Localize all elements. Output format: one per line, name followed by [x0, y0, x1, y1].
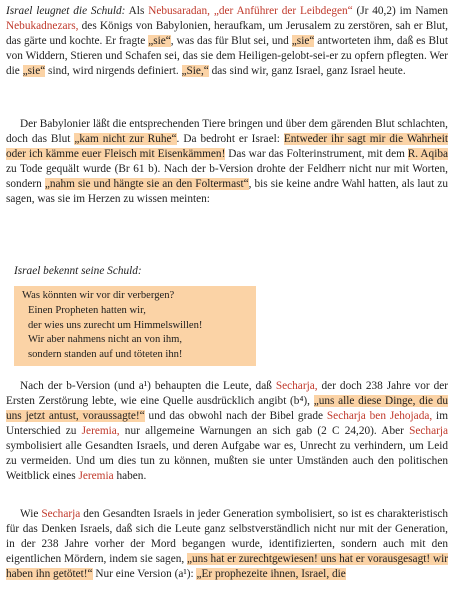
text: antworteten ihm, daß es Blut von Widdern, Stieren und Schafen sei, das sie dem Heiligen-gelobt-sei-er zu opfern pflegten. Wer die	[6, 35, 448, 77]
text: nur allgemeine Warnungen an sich gab (2 C 24,20). Aber	[119, 425, 410, 437]
text: Als	[125, 5, 149, 17]
highlight-dinge: „uns alle diese Dinge, die du uns jetzt antust, voraussagte!“	[6, 395, 448, 422]
text: sind, wird nirgends definiert.	[45, 65, 182, 77]
quote-anfuehrer: „der Anführer der Leibdegen“	[213, 5, 353, 17]
section-heading-leugnet: Israel leugnet die Schuld:	[6, 5, 126, 17]
text: und das obwohl nach der Bibel grade	[144, 410, 327, 422]
text: haben.	[113, 470, 147, 482]
text: im Unterschied zu	[6, 410, 448, 437]
name-secharja: Secharja	[41, 508, 81, 520]
text: Das war das Folterinstrument, mit dem	[225, 148, 408, 160]
highlight-sie: „Sie,“	[181, 65, 209, 77]
text: Nach der b-Version (und a¹) behaupten die Leute, daß	[20, 380, 276, 392]
text: (Jr 40,2) im Namen	[352, 5, 449, 17]
quote-line: Was könnten wir vor dir verbergen?	[22, 290, 175, 301]
highlight-ruhe: „kam nicht zur Ruhe“	[74, 133, 177, 145]
text: Nur eine Version (a¹):	[92, 568, 197, 580]
name-secharja-ben-jehojada: Secharja ben Jehojada,	[326, 410, 433, 422]
name-jeremia: Jeremia,	[81, 425, 120, 437]
confession-quote-block	[14, 286, 256, 366]
highlight-aqiba: R. Aqiba	[407, 148, 448, 160]
text: Der Babylonier läßt die entsprechenden Tiere bringen und über dem gärenden Blut schlachten, doch das Blut	[6, 118, 448, 145]
text: symbolisiert alle Gesandten Israels, und deren Aufgabe war es, Unrecht zu verhindern, um Leid zu vermeiden. Und um dies tun zu können, mußten sie unter Umständen auch den politischen Weitblick eines	[6, 440, 448, 482]
highlight-foltermast: „nahm sie und hängte sie an den Foltermast“	[44, 178, 249, 190]
highlight-prophezeite: „Er prophezeite ihnen, Israel, die	[196, 568, 346, 580]
name-nebukadnezar: Nebukadnezars,	[6, 20, 79, 32]
quote-line: Wir aber nahmens nicht an von ihm,	[28, 334, 183, 346]
section-heading-bekennt: Israel bekennt seine Schuld:	[14, 265, 142, 277]
highlight-sie: „sie“	[22, 65, 46, 77]
highlight-sie: „sie“	[148, 35, 171, 47]
text: Wie	[20, 508, 42, 520]
highlight-sie: „sie“	[291, 35, 315, 47]
quote-line: Einen Propheten hatten wir,	[28, 304, 146, 316]
text: . Da bedroht er Israel:	[176, 133, 284, 145]
quote-line: der wies uns zurecht um Himmelswillen!	[28, 319, 203, 331]
text: den Gesandten Israels in jeder Generation symbolisiert, so ist es charakteristisch für das Denken Israels, daß sich die Leute ganz selbstverständlich nicht nur mit der Generation, in der 238 Jahre vorher der Mord begangen wurde, identifizierten, sondern auch mit den eigentlichen Mördern, indem sie sagen,	[6, 508, 448, 565]
name-secharja: Secharja	[409, 425, 448, 437]
text: des Königs von Babylonien, heraufkam, um Jerusalem zu zerstören, sah er Blut, das gärte und kochte. Er fragte	[6, 20, 448, 47]
text: , was das für Blut sei, und	[170, 35, 292, 47]
name-secharja: Secharja,	[275, 380, 318, 392]
text: , bis sie keine andre Wahl hatten, als laut zu sagen, was sie im Herzen zu wissen meinten:	[6, 178, 448, 205]
text: zu Tode gequält wurde (Br 61 b). Nach der b-Version drohte der Feldherr nicht nur mit Worten, sondern	[6, 163, 448, 190]
name-jeremia: Jeremia	[78, 470, 114, 482]
quote-line: sondern standen auf und töteten ihn!	[28, 349, 183, 361]
paragraph-b-version	[6, 379, 448, 484]
name-nebusaradan: Nebusaradan,	[148, 5, 210, 17]
paragraph-generation	[6, 507, 448, 582]
paragraph-israel-leugnet	[6, 4, 448, 79]
highlight-zurecht: „uns hat er zurechtgewiesen! uns hat er vorausgesagt! wir haben ihn getötet!“	[6, 553, 448, 580]
highlight-threat: Entweder ihr sagt mir die Wahrheit oder ich kämme euer Fleisch mit Eisenkämmen!	[6, 133, 449, 160]
paragraph-babylonier	[6, 117, 448, 207]
text: das sind wir, ganz Israel, ganz Israel heute.	[208, 65, 406, 77]
text: der doch 238 Jahre vor der Ersten Zerstörung lebte, wie eine Quelle ausdrücklich angibt (b⁴),	[6, 380, 449, 407]
